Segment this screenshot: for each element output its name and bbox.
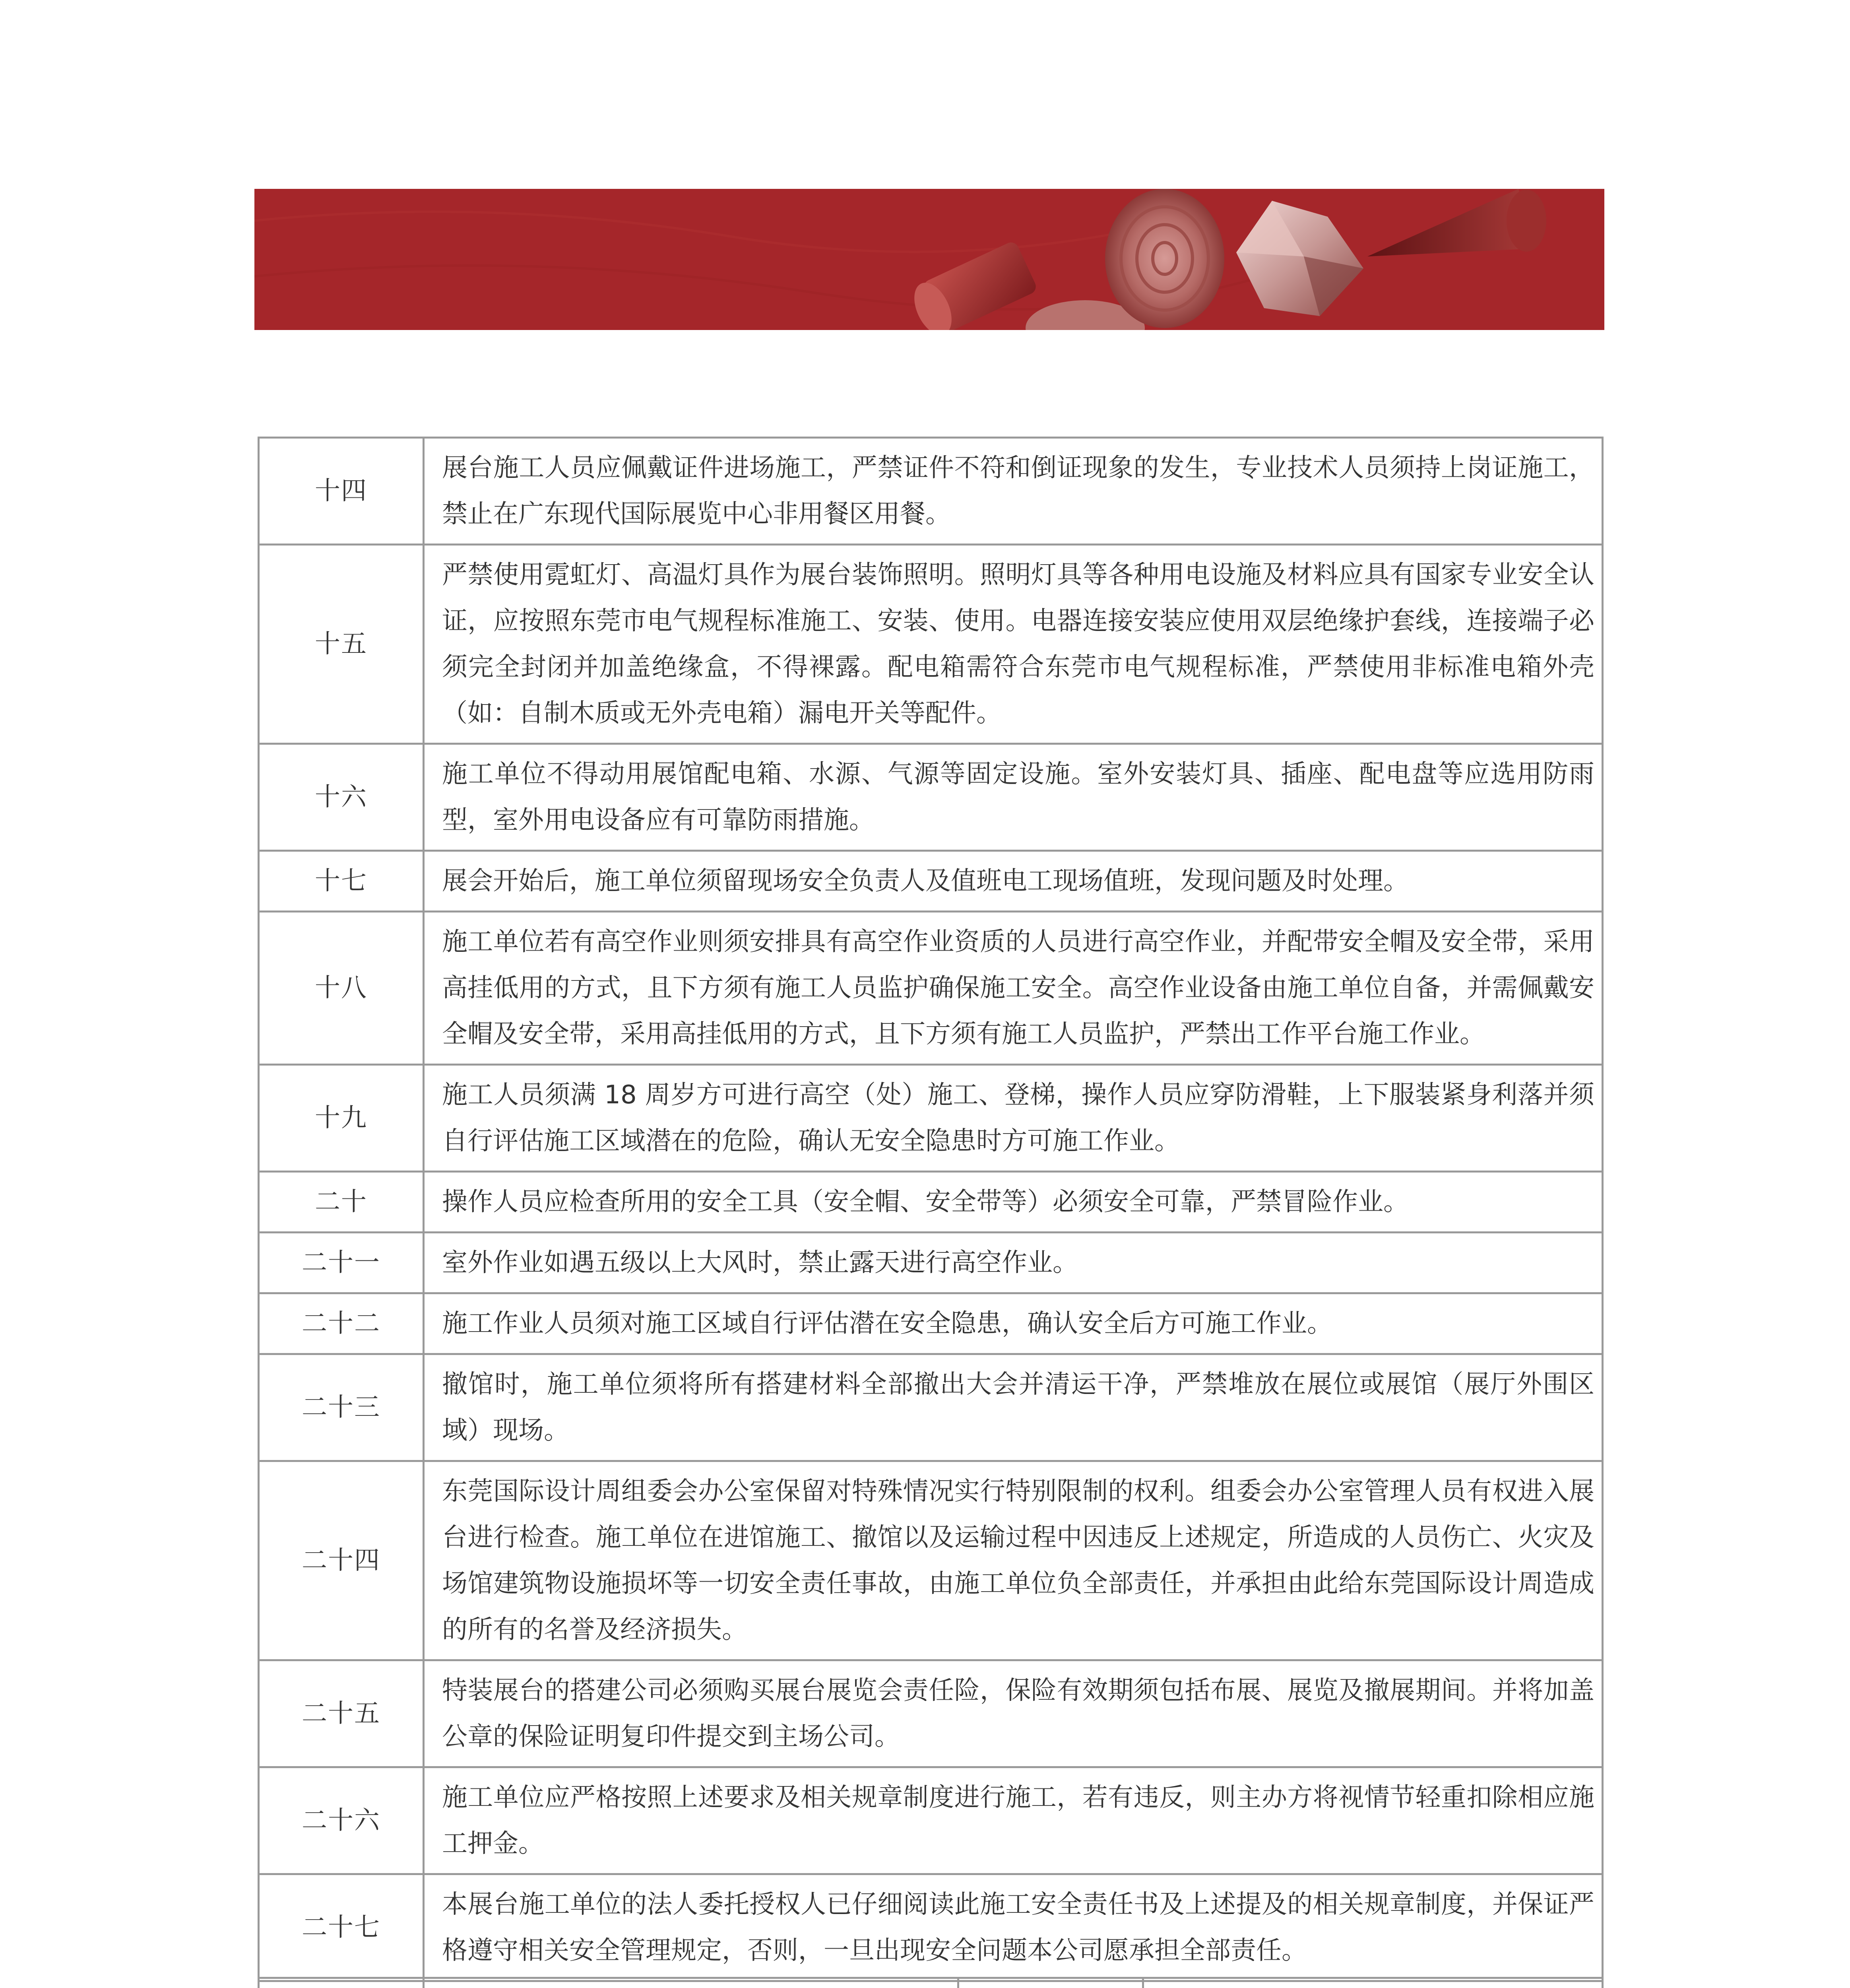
rule-number: 二十一	[259, 1233, 424, 1293]
table-row	[259, 1065, 1603, 1172]
rule-text: 本展台施工单位的法人委托授权人已仔细阅读此施工安全责任书及上述提及的相关规章制度，并保证严格遵守相关安全管理规定，否则，一旦出现安全问题本公司愿承担全部责任。	[424, 1874, 1603, 1981]
signature-row-unit	[259, 1978, 1603, 1988]
safety-rules-table	[258, 437, 1604, 1988]
exhibitor-unit-label	[259, 1978, 424, 1988]
rule-text: 室外作业如遇五级以上大风时，禁止露天进行高空作业。	[424, 1233, 1603, 1293]
table-row	[259, 1293, 1603, 1354]
rule-number: 十四	[259, 438, 424, 545]
table-row	[259, 1461, 1603, 1660]
rule-number: 二十五	[259, 1660, 424, 1767]
rule-text: 特装展台的搭建公司必须购买展台展览会责任险，保险有效期须包括布展、展览及撤展期间。并将加盖公章的保险证明复印件提交到主场公司。	[424, 1660, 1603, 1767]
rule-number: 十五	[259, 545, 424, 744]
table-row	[259, 1660, 1603, 1767]
rule-text: 施工单位应严格按照上述要求及相关规章制度进行施工，若有违反，则主办方将视情节轻重扣除相应施工押金。	[424, 1767, 1603, 1874]
rule-text: 施工作业人员须对施工区域自行评估潜在安全隐患，确认安全后方可施工作业。	[424, 1293, 1603, 1354]
contractor-unit-field[interactable]	[1143, 1978, 1603, 1988]
rule-number: 二十	[259, 1172, 424, 1233]
rule-text: 展会开始后，施工单位须留现场安全负责人及值班电工现场值班，发现问题及时处理。	[424, 851, 1603, 912]
rule-number: 二十四	[259, 1461, 424, 1660]
rule-number: 二十六	[259, 1767, 424, 1874]
rule-number: 十八	[259, 912, 424, 1065]
header-banner	[254, 189, 1604, 330]
contractor-unit-label	[958, 1978, 1143, 1988]
signature-table	[258, 1977, 1604, 1988]
table-row	[259, 438, 1603, 545]
rule-text: 东莞国际设计周组委会办公室保留对特殊情况实行特别限制的权利。组委会办公室管理人员有权进入展台进行检查。施工单位在进馆施工、撤馆以及运输过程中因违反上述规定，所造成的人员伤亡、火灾及场馆建筑物设施损坏等一切安全责任事故，由施工单位负全部责任，并承担由此给东莞国际设计周造成的所有的名誉及经济损失。	[424, 1461, 1603, 1660]
rule-number: 十六	[259, 744, 424, 851]
table-row	[259, 1767, 1603, 1874]
table-row	[259, 545, 1603, 744]
rule-text: 施工单位若有高空作业则须安排具有高空作业资质的人员进行高空作业，并配带安全帽及安全带，采用高挂低用的方式，且下方须有施工人员监护确保施工安全。高空作业设备由施工单位自备，并需佩戴安全帽及安全带，采用高挂低用的方式，且下方须有施工人员监护，严禁出工作平台施工作业。	[424, 912, 1603, 1065]
rule-number: 十九	[259, 1065, 424, 1172]
rule-number: 二十七	[259, 1874, 424, 1981]
rule-text: 撤馆时，施工单位须将所有搭建材料全部撤出大会并清运干净，严禁堆放在展位或展馆（展厅外围区域）现场。	[424, 1354, 1603, 1461]
table-row	[259, 851, 1603, 912]
banner-decoration	[254, 189, 1604, 330]
table-row	[259, 1874, 1603, 1981]
table-row	[259, 744, 1603, 851]
table-row	[259, 1172, 1603, 1233]
table-row	[259, 912, 1603, 1065]
table-row	[259, 1354, 1603, 1461]
rule-text: 严禁使用霓虹灯、高温灯具作为展台装饰照明。照明灯具等各种用电设施及材料应具有国家专业安全认证，应按照东莞市电气规程标准施工、安装、使用。电器连接安装应使用双层绝缘护套线，连接端子必须完全封闭并加盖绝缘盒，不得裸露。配电箱需符合东莞市电气规程标准，严禁使用非标准电箱外壳（如：自制木质或无外壳电箱）漏电开关等配件。	[424, 545, 1603, 744]
rule-text: 施工人员须满 18 周岁方可进行高空（处）施工、登梯，操作人员应穿防滑鞋，上下服装紧身利落并须自行评估施工区域潜在的危险，确认无安全隐患时方可施工作业。	[424, 1065, 1603, 1172]
rule-text: 操作人员应检查所用的安全工具（安全帽、安全带等）必须安全可靠，严禁冒险作业。	[424, 1172, 1603, 1233]
rule-text: 施工单位不得动用展馆配电箱、水源、气源等固定设施。室外安装灯具、插座、配电盘等应选用防雨型，室外用电设备应有可靠防雨措施。	[424, 744, 1603, 851]
rule-text: 展台施工人员应佩戴证件进场施工，严禁证件不符和倒证现象的发生，专业技术人员须持上岗证施工，禁止在广东现代国际展览中心非用餐区用餐。	[424, 438, 1603, 545]
rule-number: 二十二	[259, 1293, 424, 1354]
table-row	[259, 1233, 1603, 1293]
rule-number: 二十三	[259, 1354, 424, 1461]
exhibitor-unit-field[interactable]	[424, 1978, 958, 1988]
rule-number: 十七	[259, 851, 424, 912]
